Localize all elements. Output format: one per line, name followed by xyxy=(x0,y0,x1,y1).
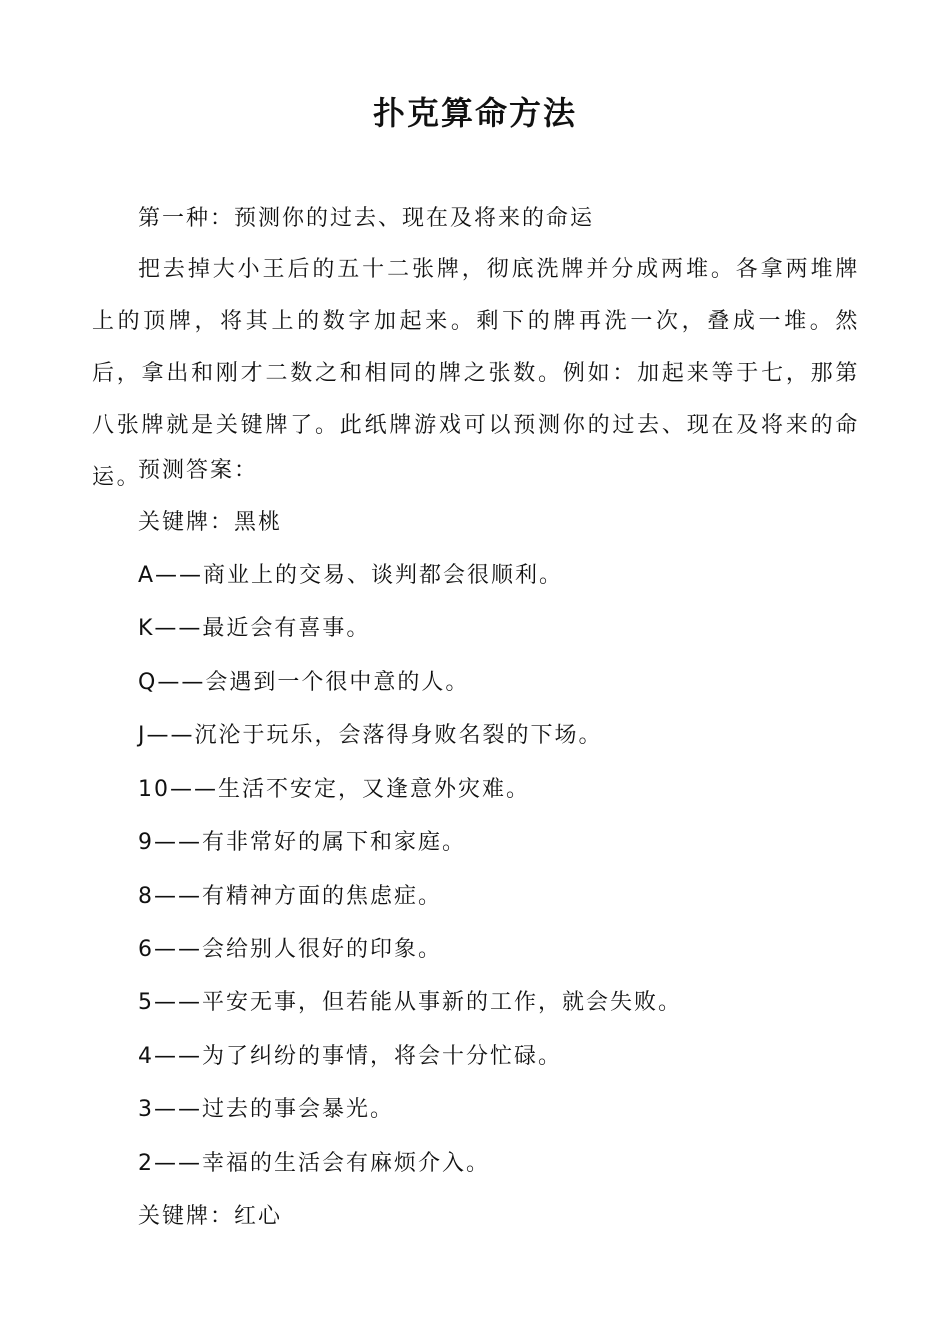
list-item: 6——会给别人很好的印象。 xyxy=(138,937,442,962)
list-item: K——最近会有喜事。 xyxy=(138,616,371,641)
key-card-hearts-heading: 关键牌：红心 xyxy=(138,1204,283,1229)
list-item: A——商业上的交易、谈判都会很顺利。 xyxy=(138,563,564,588)
list-item: J——沉沦于玩乐，会落得身败名裂的下场。 xyxy=(138,723,603,748)
list-item: 5——平安无事，但若能从事新的工作，就会失败。 xyxy=(138,990,682,1015)
section-heading: 第一种：预测你的过去、现在及将来的命运 xyxy=(138,206,595,231)
list-item: 9——有非常好的属下和家庭。 xyxy=(138,830,466,855)
answer-heading: 预测答案： xyxy=(138,458,259,483)
key-card-spades-heading: 关键牌：黑桃 xyxy=(138,510,283,535)
list-item: 3——过去的事会暴光。 xyxy=(138,1097,394,1122)
document-title: 扑克算命方法 xyxy=(372,94,577,132)
list-item: 2——幸福的生活会有麻烦介入。 xyxy=(138,1151,490,1176)
intro-paragraph: 把去掉大小王后的五十二张牌，彻底洗牌并分成两堆。各拿两堆牌上的顶牌，将其上的数字加起来。剩下的牌再洗一次，叠成一堆。然后，拿出和刚才二数之和相同的牌之张数。例如：加起来等于七，那第八张牌就是关键牌了。此纸牌游戏可以预测你的过去、现在及将来的命运。 xyxy=(92,257,860,490)
list-item: 4——为了纠纷的事情，将会十分忙碌。 xyxy=(138,1044,562,1069)
list-item: 8——有精神方面的焦虑症。 xyxy=(138,884,442,909)
list-item: 10——生活不安定，又逢意外灾难。 xyxy=(138,777,530,802)
list-item: Q——会遇到一个很中意的人。 xyxy=(138,670,470,695)
